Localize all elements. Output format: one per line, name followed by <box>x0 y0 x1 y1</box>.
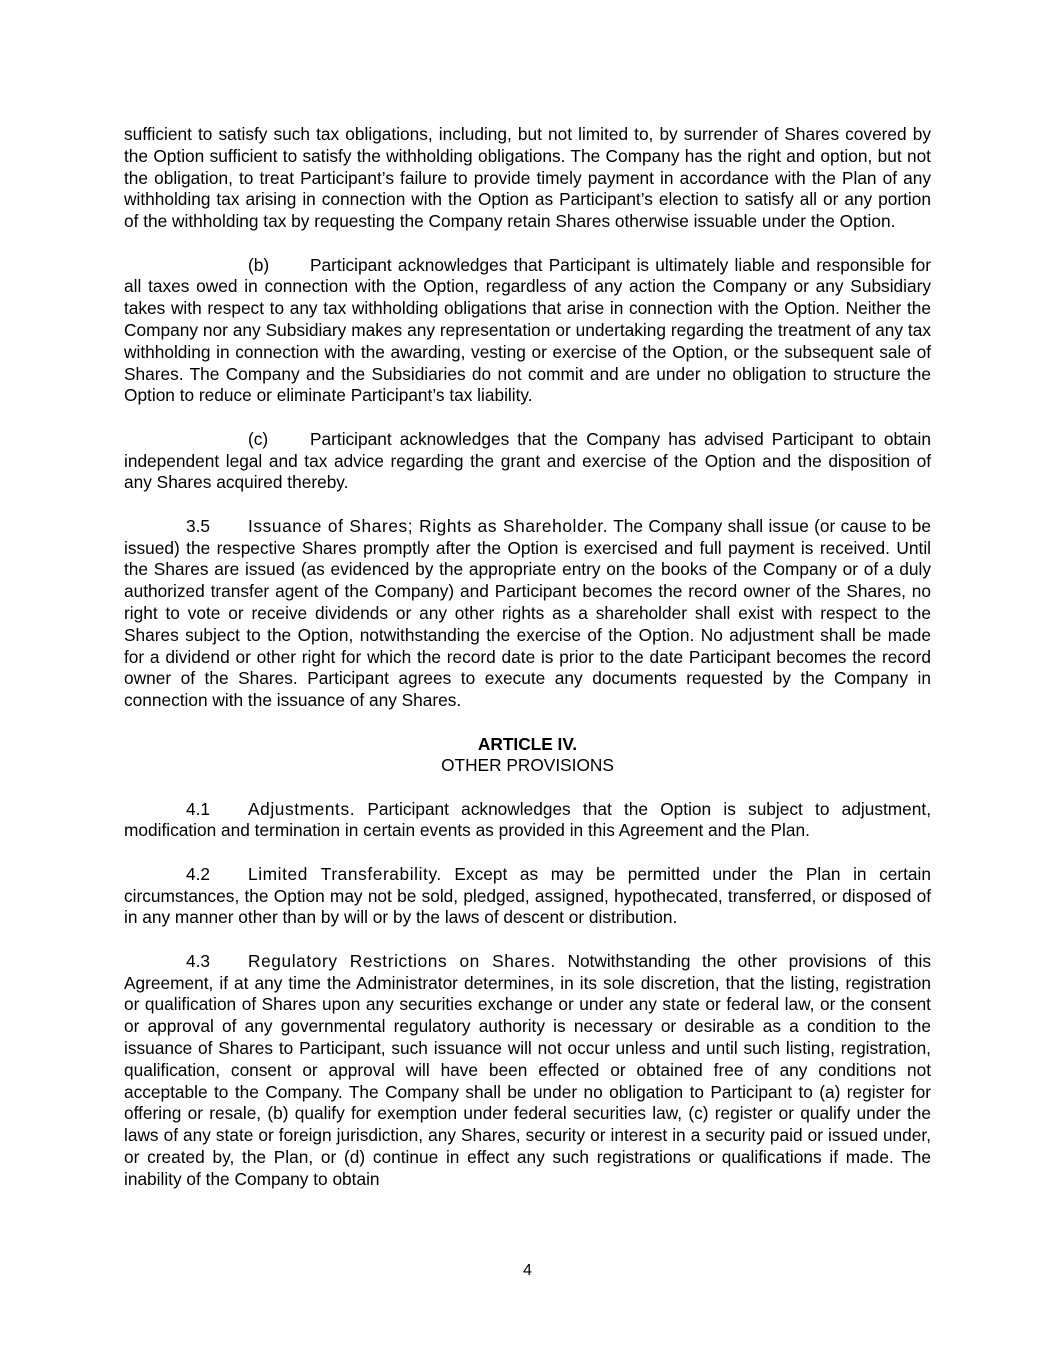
section-4-3-text: Notwithstanding the other provisions of this Agreement, if at any time the Administrator determines, in its sole discretion, that the listing, registration or qualification of Shares upon any securities exchange or under any state or federal law, or the consent or approval of any governmental regulatory authority is necessary or desirable as a condition to the issuance of Shares to Participant, such issuance will not occur unless and until such listing, registration, qualification, consent or approval will have been effected or obtained free of any conditions not acceptable to the Company. The Company shall be under no obligation to Participant to (a) register for offering or resale, (b) qualify for exemption under federal securities law, (c) register or qualify under the laws of any state or foreign jurisdiction, any Shares, security or interest in a security paid or issued under, or created by, the Plan, or (d) continue in effect any such registrations or qualifications if made. The inability of the Company to obtain <box>124 950 931 1189</box>
page-number: 4 <box>523 1262 532 1279</box>
section-3-5-heading: Issuance of Shares; Rights as Shareholder. <box>248 515 609 536</box>
article-title: ARTICLE IV. <box>477 733 578 754</box>
paragraph-c-text: Participant acknowledges that the Company has advised Participant to obtain independent legal and tax advice regarding the grant and exercise of the Option and the disposition of any Shares acquired thereby. <box>124 428 931 493</box>
section-3-5-number: 3.5 <box>186 515 211 536</box>
article-heading <box>124 734 931 778</box>
section-3-5-text: The Company shall issue (or cause to be issued) the respective Shares promptly after the Option is exercised and full payment is received. Until the Shares are issued (as evidenced by the appropriate entry on the books of the Company or of a duly authorized transfer agent of the Company) and Participant becomes the record owner of the Shares, no right to vote or receive dividends or any other rights as a shareholder shall exist with respect to the Shares subject to the Option, notwithstanding the exercise of the Option. No adjustment shall be made for a dividend or other right for which the record date is prior to the date Participant becomes the record owner of the Shares. Participant agrees to execute any documents requested by the Company in connection with the issuance of any Shares. <box>124 515 931 711</box>
section-3-5 <box>124 516 931 712</box>
paragraph-c-label: (c) <box>248 428 269 449</box>
document-page <box>124 124 931 1212</box>
section-4-3-number: 4.3 <box>186 950 211 971</box>
paragraph-b-text: Participant acknowledges that Participant is ultimately liable and responsible for all taxes owed in connection with the Option, regardless of any action the Company or any Subsidiary takes with respect to any tax withholding obligations that arise in connection with the Option. Neither the Company nor any Subsidiary makes any representation or undertaking regarding the treatment of any tax withholding in connection with the awarding, vesting or exercise of the Option, or the subsequent sale of Shares. The Company and the Subsidiaries do not commit and are under no obligation to structure the Option to reduce or eliminate Participant’s tax liability. <box>124 254 931 406</box>
section-4-1 <box>124 799 931 843</box>
paragraph-b <box>124 255 931 408</box>
section-4-2-text: Except as may be permitted under the Plan in certain circumstances, the Option may not be sold, pledged, assigned, hypothecated, transferred, or disposed of in any manner other than by will or by the laws of descent or distribution. <box>124 863 931 928</box>
section-4-2 <box>124 864 931 929</box>
article-subtitle: OTHER PROVISIONS <box>441 755 614 776</box>
paragraph-continuation: sufficient to satisfy such tax obligations, including, but not limited to, by surrender of Shares covered by the Option sufficient to satisfy the withholding obligations. The Company has the right and option, but not the obligation, to treat Participant’s failure to provide timely payment in accordance with the Plan of any withholding tax arising in connection with the Option as Participant’s election to satisfy all or any portion of the withholding tax by requesting the Company retain Shares otherwise issuable under the Option. <box>124 124 931 232</box>
section-4-1-text: Participant acknowledges that the Option is subject to adjustment, modification and termination in certain events as provided in this Agreement and the Plan. <box>124 798 931 841</box>
paragraph-b-label: (b) <box>248 254 270 275</box>
section-4-2-heading: Limited Transferability. <box>248 863 442 884</box>
section-4-3 <box>124 951 931 1191</box>
section-4-3-heading: Regulatory Restrictions on Shares. <box>248 950 556 971</box>
section-4-1-number: 4.1 <box>186 798 211 819</box>
paragraph-c <box>124 429 931 494</box>
section-4-1-heading: Adjustments. <box>248 798 356 819</box>
section-4-2-number: 4.2 <box>186 863 211 884</box>
